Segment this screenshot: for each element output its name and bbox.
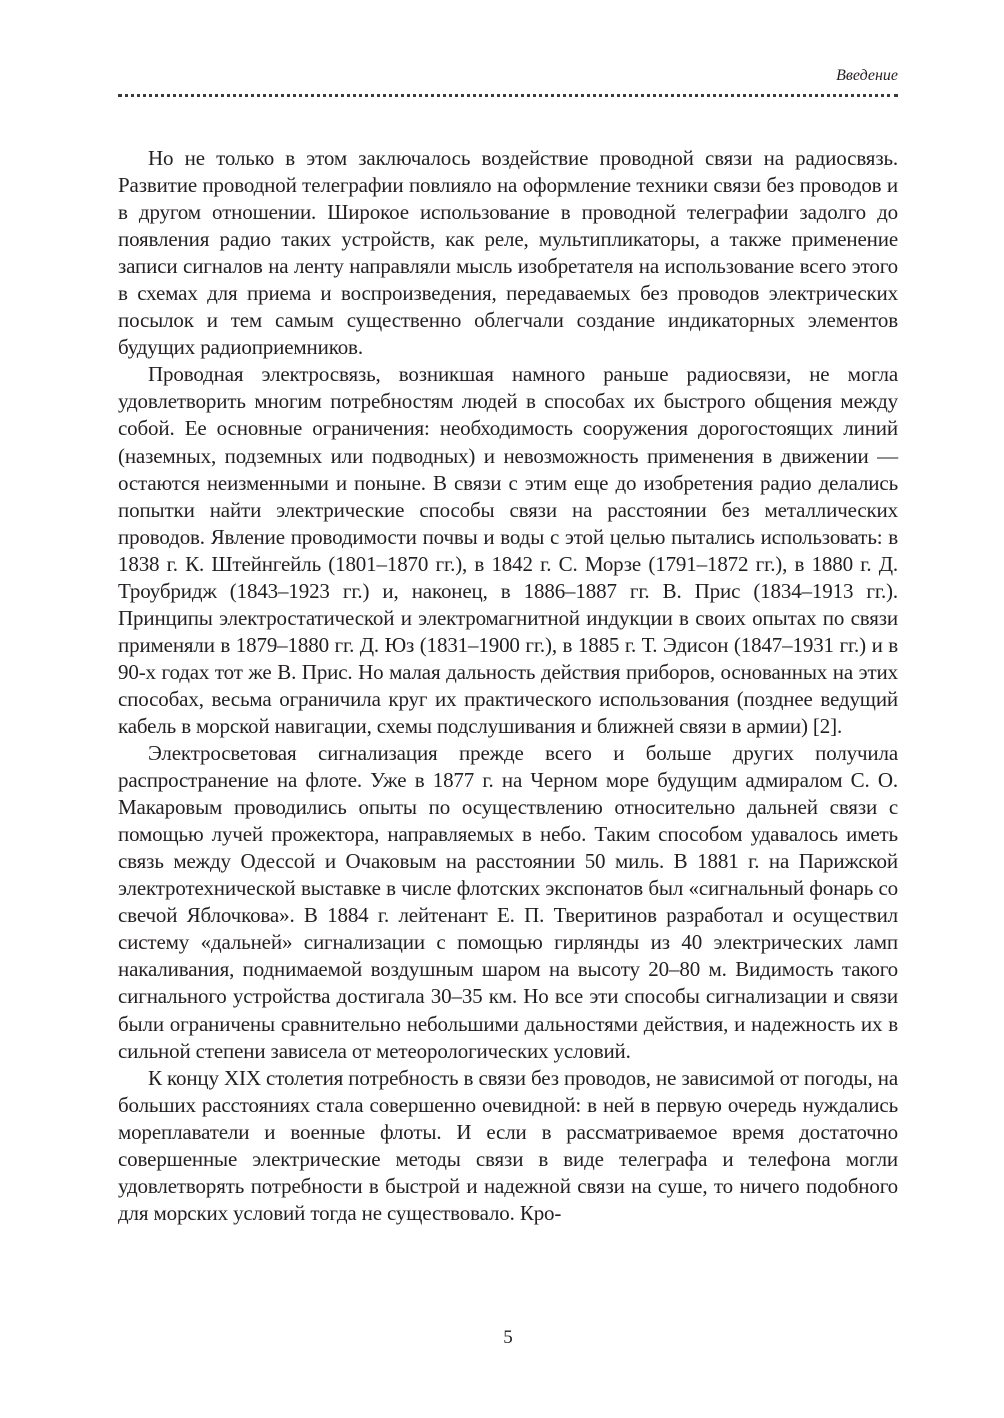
paragraph-4: К концу XIX столетия потребность в связи без проводов, не зависимой от погоды, на больших расстояниях стала совершенно очевидной: в ней в первую очередь нуждались мореплаватели и военные флоты. И если в рассматриваемое время достаточно совершенные электрические методы связи в виде телеграфа и телефона могли удовлетворять потребности в быстрой и надежной связи на суше, то ничего подобного для морских условий тогда не существовало. Кро- <box>118 1065 898 1225</box>
header-dotted-rule <box>118 94 898 97</box>
body-text <box>118 145 898 1227</box>
paragraph-3: Электросветовая сигнализация прежде всего и больше других получила распространение на флоте. Уже в 1877 г. на Черном море будущим адмиралом С. О. Макаровым проводились опыты по осуществлению относительно дальней связи с помощью лучей прожектора, направляемых в небо. Таким способом удавалось иметь связь между Одессой и Очаковым на расстоянии 50 миль. В 1881 г. на Парижской электротехнической выставке в числе флотских экспонатов был «сигнальный фонарь со свечой Яблочкова». В 1884 г. лейтенант Е. П. Тверитинов разработал и осуществил систему «дальней» сигнализации с помощью гирлянды из 40 электрических ламп накаливания, поднимаемой воздушным шаром на высоту 20–80 м. Видимость такого сигнального устройства достигала 30–35 км. Но все эти способы сигнализации и связи были ограничены сравнительно небольшими дальностями действия, и надежность их в сильной степени зависела от метеорологических условий. <box>118 741 898 1063</box>
page-number: 5 <box>503 1327 513 1348</box>
paragraph-1: Но не только в этом заключалось воздействие проводной связи на радиосвязь. Развитие проводной телеграфии повлияло на оформление техники связи без проводов и в другом отношении. Широкое использование в проводной телеграфии задолго до появления радио таких устройств, как реле, мультипликаторы, а также применение записи сигналов на ленту направляли мысль изобретателя на использование всего этого в схемах для приема и воспроизведения, передаваемых без проводов электрических посылок и тем самым существенно облегчали создание индикаторных элементов будущих радиоприемников. <box>118 146 898 360</box>
running-head: Введение <box>836 67 898 84</box>
paragraph-2: Проводная электросвязь, возникшая намного раньше радиосвязи, не могла удовлетворить многим потребностям людей в способах их быстрого общения между собой. Ее основные ограничения: необходимость сооружения дорогостоящих линий (наземных, подземных или подводных) и невозможность применения в движении — остаются неизменными и поныне. В связи с этим еще до изобретения радио делались попытки найти электрические способы связи на расстоянии без металлических проводов. Явление проводимости почвы и воды с этой целью пытались использовать: в 1838 г. К. Штейнгейль (1801–1870 гг.), в 1842 г. С. Морзе (1791–1872 гг.), в 1880 г. Д. Троубридж (1843–1923 гг.) и, наконец, в 1886–1887 гг. В. Прис (1834–1913 гг.). Принципы электростатической и электромагнитной индукции в своих опытах по связи применяли в 1879–1880 гг. Д. Юз (1831–1900 гг.), в 1885 г. Т. Эдисон (1847–1931 гг.) и в 90-х годах тот же В. Прис. Но малая дальность действия приборов, основанных на этих способах, весьма ограничила круг их практического использования (позднее ведущий кабель в морской навигации, схемы подслушивания и ближней связи в армии) [2]. <box>118 362 898 738</box>
